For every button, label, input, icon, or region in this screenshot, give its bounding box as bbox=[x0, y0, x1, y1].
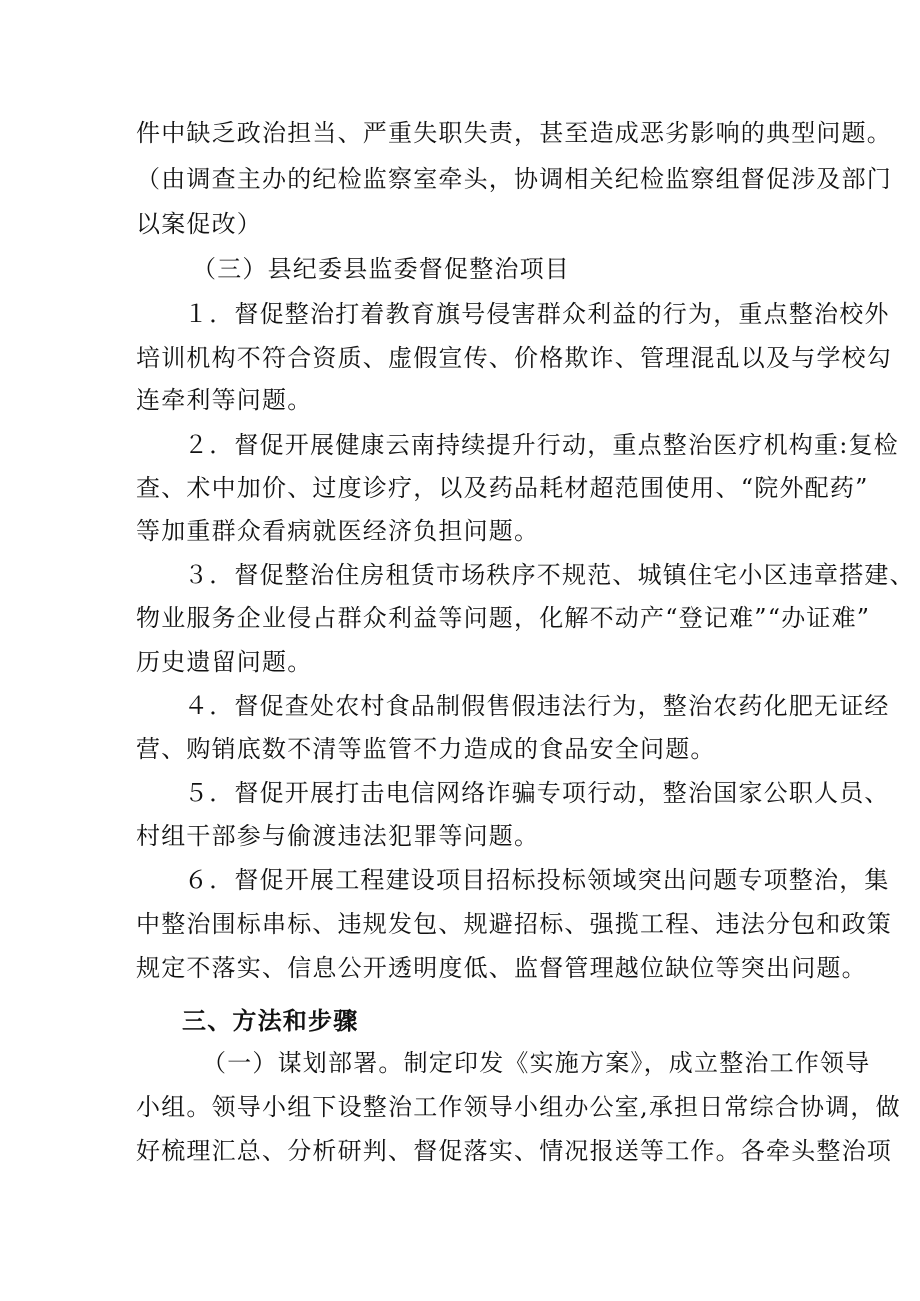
text-line: 历史遗留问题。 bbox=[136, 648, 313, 676]
section-heading: 三、方法和步骤 bbox=[182, 1007, 359, 1035]
text-line: 查、术中加价、过度诊疗，以及药品耗材超范围使用、“院外配药” bbox=[136, 474, 869, 502]
text-line: 小组。领导小组下设整治工作领导小组办公室,承担日常综合协调，做 bbox=[136, 1093, 901, 1121]
text-line: 连牵利等问题。 bbox=[136, 386, 313, 414]
text-line: 规定不落实、信息公开透明度低、监督管理越位缺位等突出问题。 bbox=[136, 954, 867, 982]
text-line: 中整治围标串标、违规发包、规避招标、强揽工程、违法分包和政策 bbox=[136, 910, 892, 938]
text-line: １．督促整治打着教育旗号侵害群众利益的行为，重点整治校外 bbox=[184, 300, 890, 328]
text-line: ６．督促开展工程建设项目招标投标领域突出问题专项整治，集 bbox=[184, 866, 890, 894]
text-line: ５．督促开展打击电信网络诈骗专项行动，整治国家公职人员、 bbox=[184, 779, 890, 807]
text-line: ４．督促查处农村食品制假售假违法行为，整治农药化肥无证经 bbox=[184, 692, 890, 720]
section-heading: （三）县纪委县监委督促整治项目 bbox=[192, 255, 570, 283]
text-line: 好梳理汇总、分析研判、督促落实、情况报送等工作。各牵头整治项 bbox=[136, 1137, 892, 1165]
text-line: 等加重群众看病就医经济负担问题。 bbox=[136, 517, 540, 545]
text-line: 培训机构不符合资质、虚假宣传、价格欺诈、管理混乱以及与学校勾 bbox=[136, 344, 892, 372]
text-line: 村组干部参与偷渡违法犯罪等问题。 bbox=[136, 822, 540, 850]
text-line: 件中缺乏政治担当、严重失职失责，甚至造成恶劣影响的典型问题。 bbox=[136, 119, 892, 147]
text-line: （由调查主办的纪检监察室牵头，协调相关纪检监察组督促涉及部门 bbox=[136, 165, 892, 193]
text-line: 营、购销底数不清等监管不力造成的食品安全问题。 bbox=[136, 735, 716, 763]
text-line: ３．督促整治住房租赁市场秩序不规范、城镇住宅小区违章搭建、 bbox=[184, 561, 915, 589]
text-line: ２．督促开展健康云南持续提升行动，重点整治医疗机构重:复检 bbox=[184, 431, 899, 459]
text-line: 物业服务企业侵占群众利益等问题，化解不动产“登记难”“办证难” bbox=[136, 604, 871, 632]
text-line: （一）谋划部署。制定印发《实施方案》，成立整治工作领导 bbox=[202, 1049, 871, 1077]
text-line: 以案促改） bbox=[136, 210, 262, 238]
